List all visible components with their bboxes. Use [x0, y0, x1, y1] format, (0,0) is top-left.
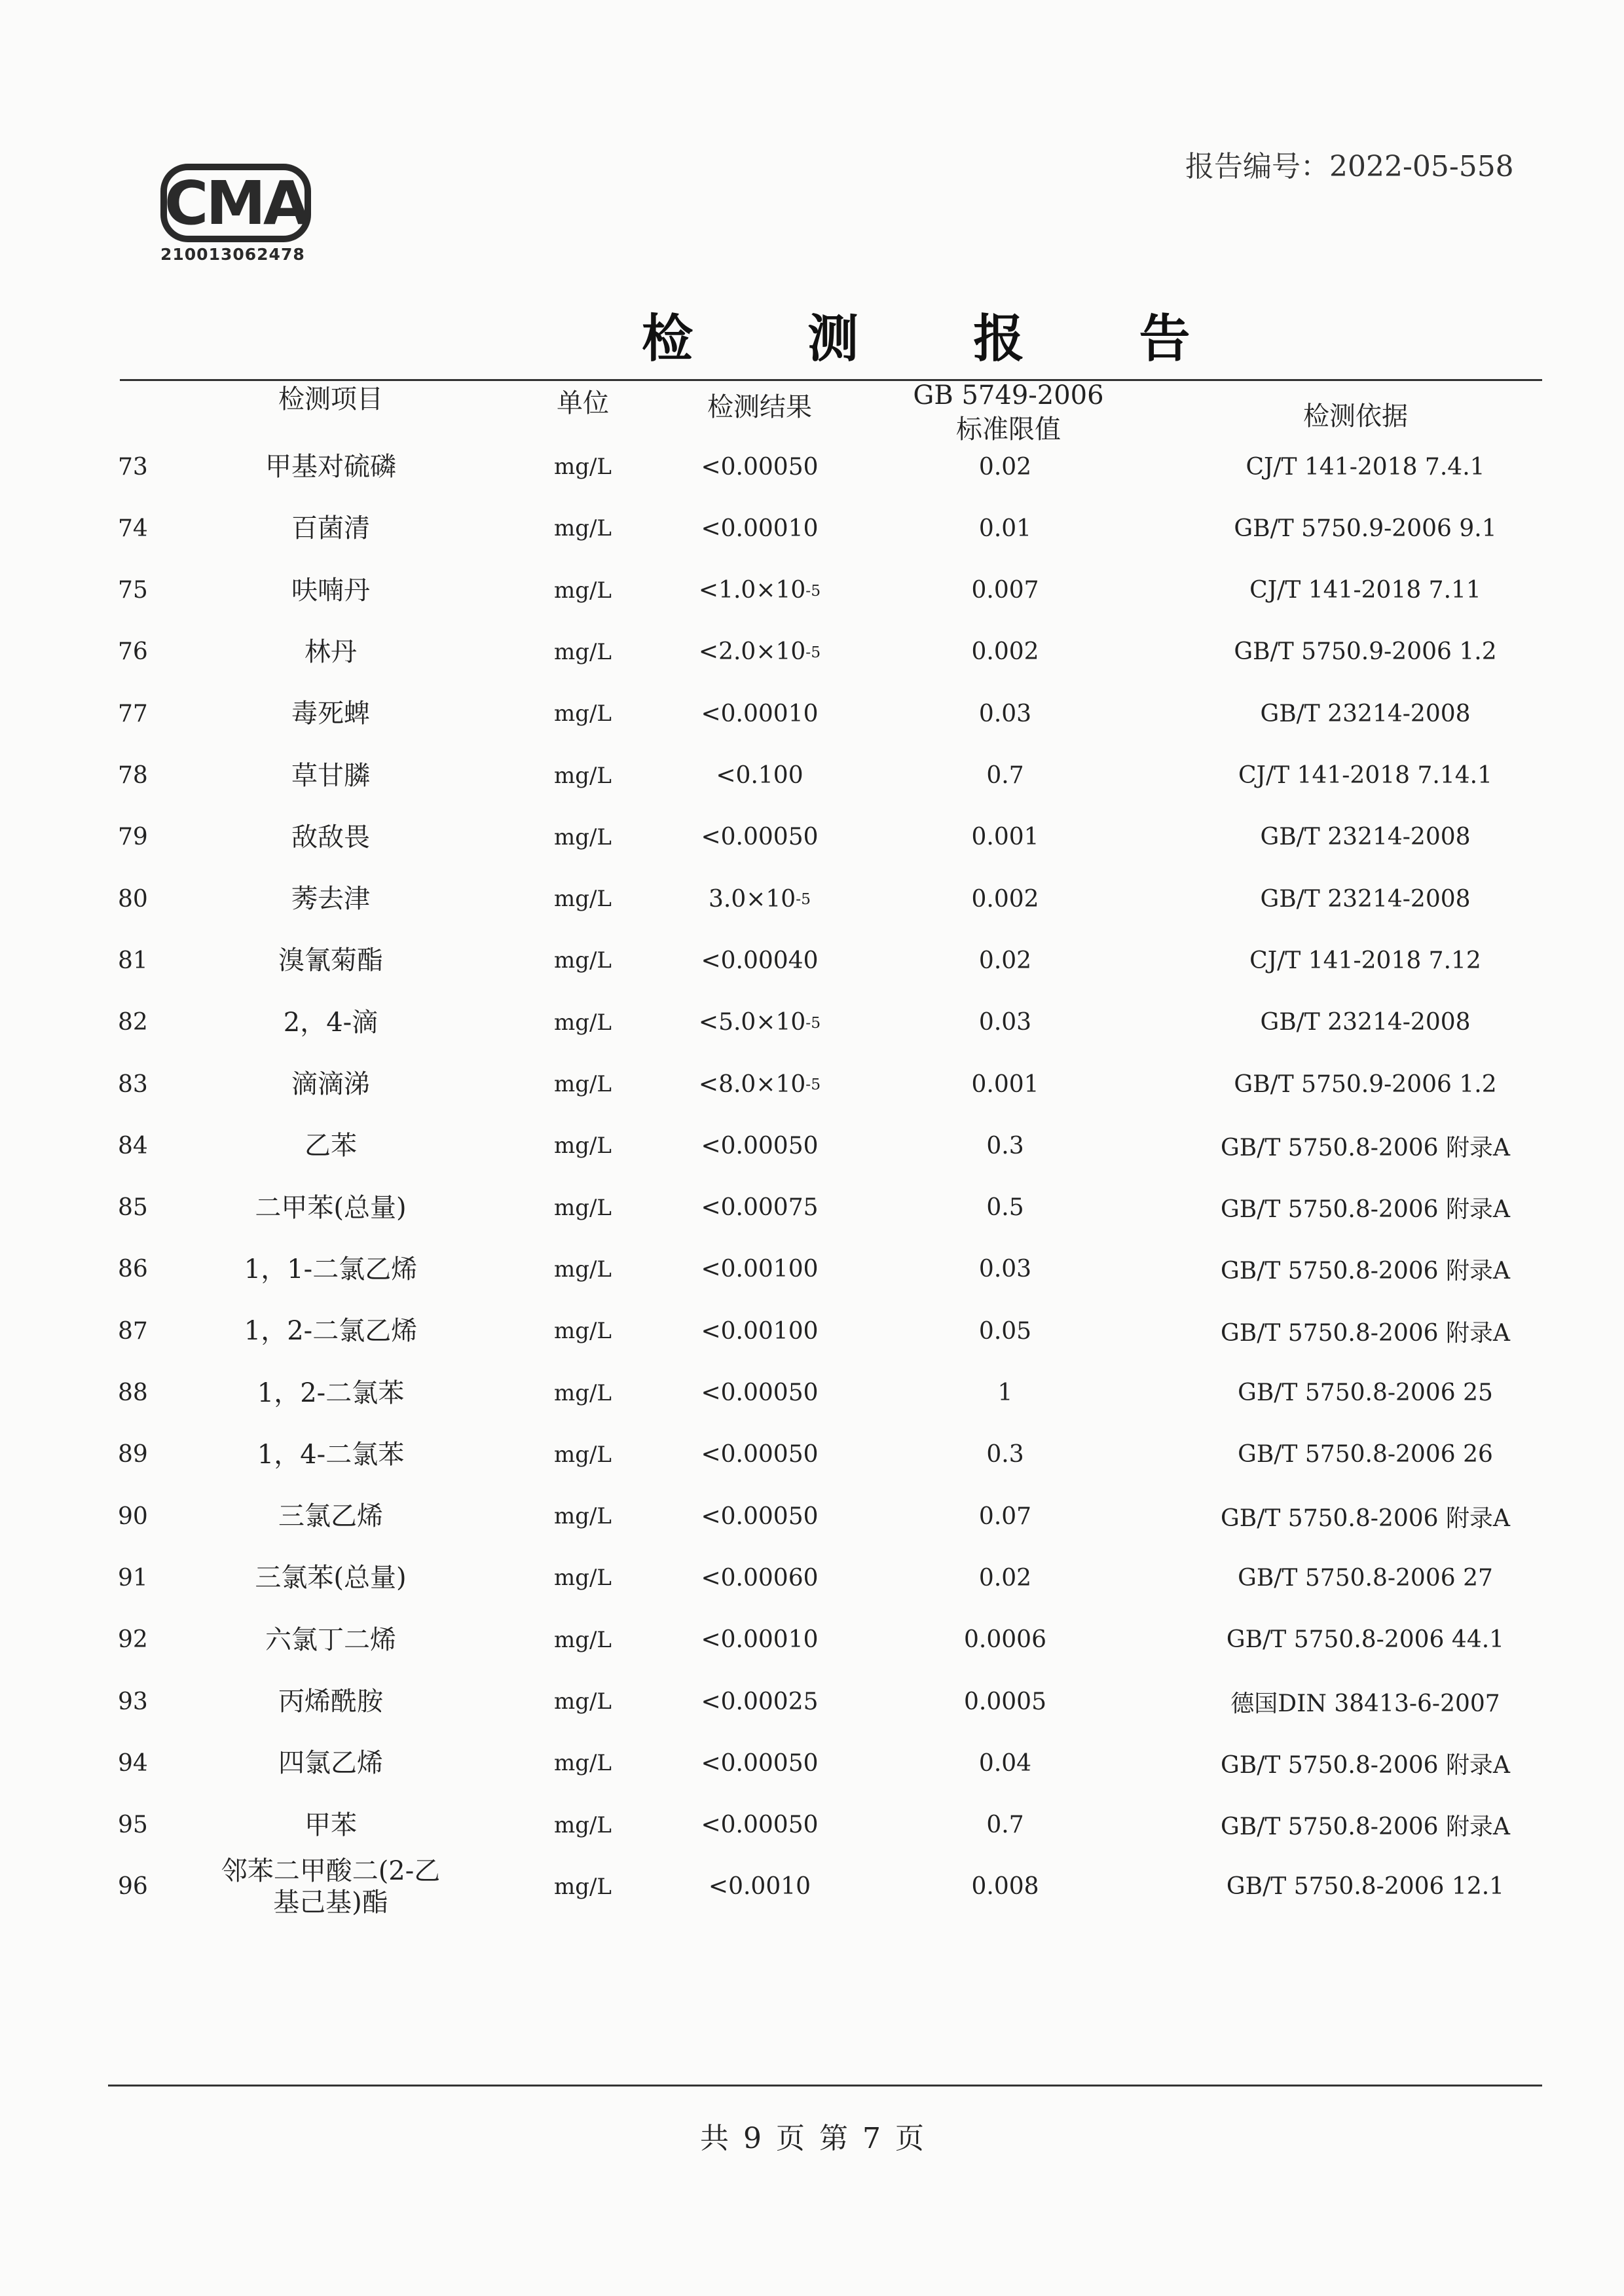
- row-limit: 0.0005: [964, 1688, 1046, 1715]
- row-basis: GB/T 5750.8-2006 附录A: [1221, 1196, 1510, 1224]
- table-row: [0, 1053, 1624, 1115]
- table-row: [0, 1362, 1624, 1424]
- table-row: [0, 1547, 1624, 1609]
- row-limit: 0.03: [978, 700, 1032, 727]
- cma-logo: [160, 164, 324, 264]
- result-exponent: -5: [805, 1013, 821, 1032]
- row-basis: CJ/T 141-2018 7.4.1: [1246, 453, 1485, 481]
- page-title: 检 测 报 告: [642, 309, 1239, 369]
- header-unit: 单位: [557, 388, 609, 418]
- table-row: [0, 1485, 1624, 1547]
- row-result: <0.00050: [701, 1812, 819, 1839]
- row-limit: 0.008: [971, 1873, 1039, 1901]
- row-result: 3.0×10 -5: [708, 885, 811, 913]
- row-unit: mg/L: [553, 454, 612, 480]
- row-unit: mg/L: [553, 762, 612, 789]
- row-item: 滴滴涕: [291, 1069, 370, 1099]
- row-number: 88: [118, 1379, 148, 1406]
- row-basis: GB/T 5750.8-2006 27: [1238, 1564, 1493, 1592]
- row-basis: CJ/T 141-2018 7.14.1: [1238, 762, 1492, 789]
- header-basis: 检测依据: [1303, 401, 1408, 431]
- row-item: 三氯乙烯: [278, 1501, 383, 1532]
- row-limit: 0.001: [971, 824, 1039, 851]
- row-limit: 0.02: [978, 947, 1032, 974]
- row-result: <0.0010: [708, 1873, 811, 1901]
- row-basis: GB/T 5750.9-2006 1.2: [1234, 1070, 1497, 1098]
- row-number: 92: [118, 1626, 148, 1654]
- row-basis: GB/T 5750.8-2006 附录A: [1221, 1813, 1510, 1841]
- row-number: 91: [118, 1564, 148, 1592]
- row-item: 溴氰菊酯: [278, 945, 383, 976]
- table-row: [0, 1239, 1624, 1300]
- header-result: 检测结果: [707, 392, 812, 422]
- row-result: <0.00100: [701, 1256, 819, 1283]
- row-number: 89: [118, 1441, 148, 1468]
- table-row: [0, 1424, 1624, 1485]
- row-number: 96: [118, 1873, 148, 1901]
- row-result: <0.00040: [701, 947, 819, 974]
- row-basis: GB/T 5750.8-2006 附录A: [1221, 1504, 1510, 1532]
- row-basis: GB/T 5750.9-2006 1.2: [1234, 638, 1497, 666]
- row-result: <0.00060: [701, 1564, 819, 1592]
- row-item: 二甲苯(总量): [255, 1192, 407, 1223]
- row-limit: 0.03: [978, 1009, 1032, 1036]
- row-number: 82: [118, 1009, 148, 1036]
- row-item: 莠去津: [291, 884, 370, 915]
- report-number: 报告编号：2022-05-558: [1185, 150, 1514, 183]
- row-limit: 0.7: [986, 762, 1024, 789]
- table-row: [0, 621, 1624, 683]
- row-number: 73: [118, 453, 148, 481]
- row-result: <0.00010: [701, 515, 819, 542]
- row-limit: 0.007: [971, 577, 1039, 604]
- row-result: <1.0×10 -5: [698, 577, 821, 604]
- table-row: [0, 1671, 1624, 1732]
- row-unit: mg/L: [553, 1750, 612, 1777]
- row-unit: mg/L: [553, 638, 612, 665]
- row-item: 1，2-二氯乙烯: [244, 1316, 418, 1347]
- table-row: [0, 745, 1624, 807]
- row-item: 甲苯: [304, 1810, 357, 1840]
- row-limit: 0.07: [978, 1503, 1032, 1530]
- row-number: 75: [118, 577, 148, 604]
- row-number: 80: [118, 885, 148, 913]
- row-basis: GB/T 5750.8-2006 附录A: [1221, 1319, 1510, 1347]
- row-result: <0.00025: [701, 1688, 819, 1715]
- row-item: 甲基对硫磷: [265, 452, 396, 482]
- page-footer: 共 9 页 第 7 页: [700, 2122, 924, 2155]
- table-row: [0, 1795, 1624, 1856]
- row-number: 76: [118, 638, 148, 666]
- table-row: [0, 1732, 1624, 1794]
- row-number: 90: [118, 1503, 148, 1530]
- row-unit: mg/L: [553, 515, 612, 542]
- row-result: <0.00010: [701, 700, 819, 727]
- row-unit: mg/L: [553, 947, 612, 974]
- table-row: [0, 560, 1624, 621]
- row-result: <0.100: [716, 762, 803, 789]
- table-row: [0, 1609, 1624, 1671]
- row-number: 79: [118, 824, 148, 851]
- row-item: 2，4-滴: [283, 1007, 378, 1038]
- row-number: 95: [118, 1812, 148, 1839]
- row-basis: GB/T 23214-2008: [1260, 824, 1471, 851]
- row-basis: GB/T 23214-2008: [1260, 885, 1471, 913]
- row-unit: mg/L: [553, 1071, 612, 1097]
- result-exponent: -5: [796, 890, 811, 909]
- row-limit: 0.5: [986, 1194, 1024, 1222]
- row-number: 78: [118, 762, 148, 789]
- header-item: 检测项目: [278, 384, 383, 414]
- row-unit: mg/L: [553, 1503, 612, 1530]
- row-result: <0.00075: [701, 1194, 819, 1222]
- row-item: 乙苯: [304, 1131, 357, 1161]
- row-unit: mg/L: [553, 1626, 612, 1653]
- table-row: [0, 1856, 1624, 1918]
- row-item: 1，4-二氯苯: [257, 1439, 405, 1470]
- row-unit: mg/L: [553, 886, 612, 913]
- row-basis: GB/T 5750.8-2006 附录A: [1221, 1751, 1510, 1779]
- table-row: [0, 930, 1624, 991]
- row-basis: GB/T 5750.8-2006 12.1: [1226, 1873, 1505, 1901]
- cma-certificate-number: 210013062478: [160, 245, 305, 264]
- row-basis: GB/T 5750.8-2006 25: [1238, 1379, 1493, 1406]
- row-basis: GB/T 23214-2008: [1260, 1009, 1471, 1036]
- row-result: <0.00100: [701, 1317, 819, 1345]
- row-limit: 0.02: [978, 453, 1032, 481]
- row-basis: GB/T 5750.8-2006 附录A: [1221, 1258, 1510, 1285]
- row-item: 敌敌畏: [291, 822, 370, 852]
- row-limit: 0.04: [978, 1749, 1032, 1777]
- row-limit: 1: [997, 1379, 1013, 1406]
- row-result: <0.00050: [701, 1749, 819, 1777]
- footer-divider: [108, 2085, 1542, 2086]
- row-limit: 0.02: [978, 1564, 1032, 1592]
- row-item: 丙烯酰胺: [278, 1686, 383, 1717]
- row-unit: mg/L: [553, 1256, 612, 1283]
- header-limit-line2: 标准限值: [956, 414, 1061, 445]
- row-basis: GB/T 5750.8-2006 44.1: [1226, 1626, 1505, 1654]
- row-limit: 0.002: [971, 885, 1039, 913]
- table-row: [0, 807, 1624, 868]
- row-result: <0.00050: [701, 1441, 819, 1468]
- row-limit: 0.002: [971, 638, 1039, 666]
- row-limit: 0.3: [986, 1132, 1024, 1159]
- row-basis: CJ/T 141-2018 7.12: [1249, 947, 1481, 974]
- row-unit: mg/L: [553, 1318, 612, 1345]
- row-number: 85: [118, 1194, 148, 1222]
- row-limit: 0.7: [986, 1812, 1024, 1839]
- row-limit: 0.0006: [964, 1626, 1046, 1654]
- row-result: <2.0×10 -5: [698, 638, 821, 666]
- result-exponent: -5: [805, 581, 821, 600]
- row-item: 四氯乙烯: [278, 1748, 383, 1779]
- row-result: <0.00050: [701, 453, 819, 481]
- row-limit: 0.01: [978, 515, 1032, 542]
- row-item: 三氯苯(总量): [255, 1563, 407, 1594]
- row-unit: mg/L: [553, 1133, 612, 1159]
- table-row: [0, 1115, 1624, 1176]
- row-item: 呋喃丹: [291, 575, 370, 606]
- row-number: 86: [118, 1256, 148, 1283]
- row-unit: mg/L: [553, 701, 612, 727]
- row-item: 1，1-二氯乙烯: [244, 1254, 418, 1285]
- row-unit: mg/L: [553, 1194, 612, 1221]
- table-row: [0, 1300, 1624, 1362]
- row-unit: mg/L: [553, 577, 612, 604]
- row-number: 81: [118, 947, 148, 974]
- row-basis: GB/T 5750.8-2006 26: [1238, 1441, 1493, 1468]
- row-number: 94: [118, 1749, 148, 1777]
- row-basis: GB/T 5750.8-2006 附录A: [1221, 1134, 1510, 1161]
- row-number: 74: [118, 515, 148, 542]
- row-unit: mg/L: [553, 1441, 612, 1468]
- row-result: <8.0×10 -5: [698, 1070, 821, 1098]
- table-row: [0, 1177, 1624, 1239]
- row-result: <5.0×10 -5: [698, 1009, 821, 1036]
- row-unit: mg/L: [553, 1688, 612, 1715]
- row-basis: CJ/T 141-2018 7.11: [1249, 577, 1481, 604]
- row-item: 林丹: [304, 636, 357, 667]
- row-result: <0.00050: [701, 1132, 819, 1159]
- row-basis: GB/T 23214-2008: [1260, 700, 1471, 727]
- row-item: 草甘膦: [291, 760, 370, 791]
- table-row: [0, 992, 1624, 1053]
- row-item: 1，2-二氯苯: [257, 1377, 405, 1408]
- table-row: [0, 498, 1624, 559]
- table-row: [0, 436, 1624, 498]
- row-unit: mg/L: [553, 1873, 612, 1900]
- row-item: 邻苯二甲酸二(2-乙基己基)酯: [221, 1855, 441, 1918]
- result-exponent: -5: [805, 642, 821, 661]
- row-number: 87: [118, 1317, 148, 1345]
- row-limit: 0.3: [986, 1441, 1024, 1468]
- row-unit: mg/L: [553, 824, 612, 850]
- row-unit: mg/L: [553, 1379, 612, 1406]
- row-result: <0.00050: [701, 824, 819, 851]
- row-number: 93: [118, 1688, 148, 1715]
- row-result: <0.00050: [701, 1503, 819, 1530]
- row-limit: 0.05: [978, 1317, 1032, 1345]
- row-number: 77: [118, 700, 148, 727]
- row-item: 百菌清: [291, 513, 370, 544]
- header-divider: [120, 379, 1542, 381]
- table-row: [0, 868, 1624, 930]
- row-item: 毒死蜱: [291, 699, 370, 729]
- result-exponent: -5: [805, 1075, 821, 1093]
- row-item: 六氯丁二烯: [265, 1624, 396, 1655]
- row-number: 83: [118, 1070, 148, 1098]
- cma-logo-mark: CMA: [160, 164, 311, 242]
- row-unit: mg/L: [553, 1565, 612, 1592]
- table-row: [0, 683, 1624, 744]
- row-limit: 0.001: [971, 1070, 1039, 1098]
- row-basis: 德国DIN 38413-6-2007: [1230, 1690, 1500, 1717]
- row-basis: GB/T 5750.9-2006 9.1: [1234, 515, 1497, 542]
- header-limit-line1: GB 5749-2006: [913, 380, 1104, 410]
- row-result: <0.00050: [701, 1379, 819, 1406]
- row-limit: 0.03: [978, 1256, 1032, 1283]
- row-number: 84: [118, 1132, 148, 1159]
- row-result: <0.00010: [701, 1626, 819, 1654]
- row-unit: mg/L: [553, 1812, 612, 1838]
- row-unit: mg/L: [553, 1009, 612, 1036]
